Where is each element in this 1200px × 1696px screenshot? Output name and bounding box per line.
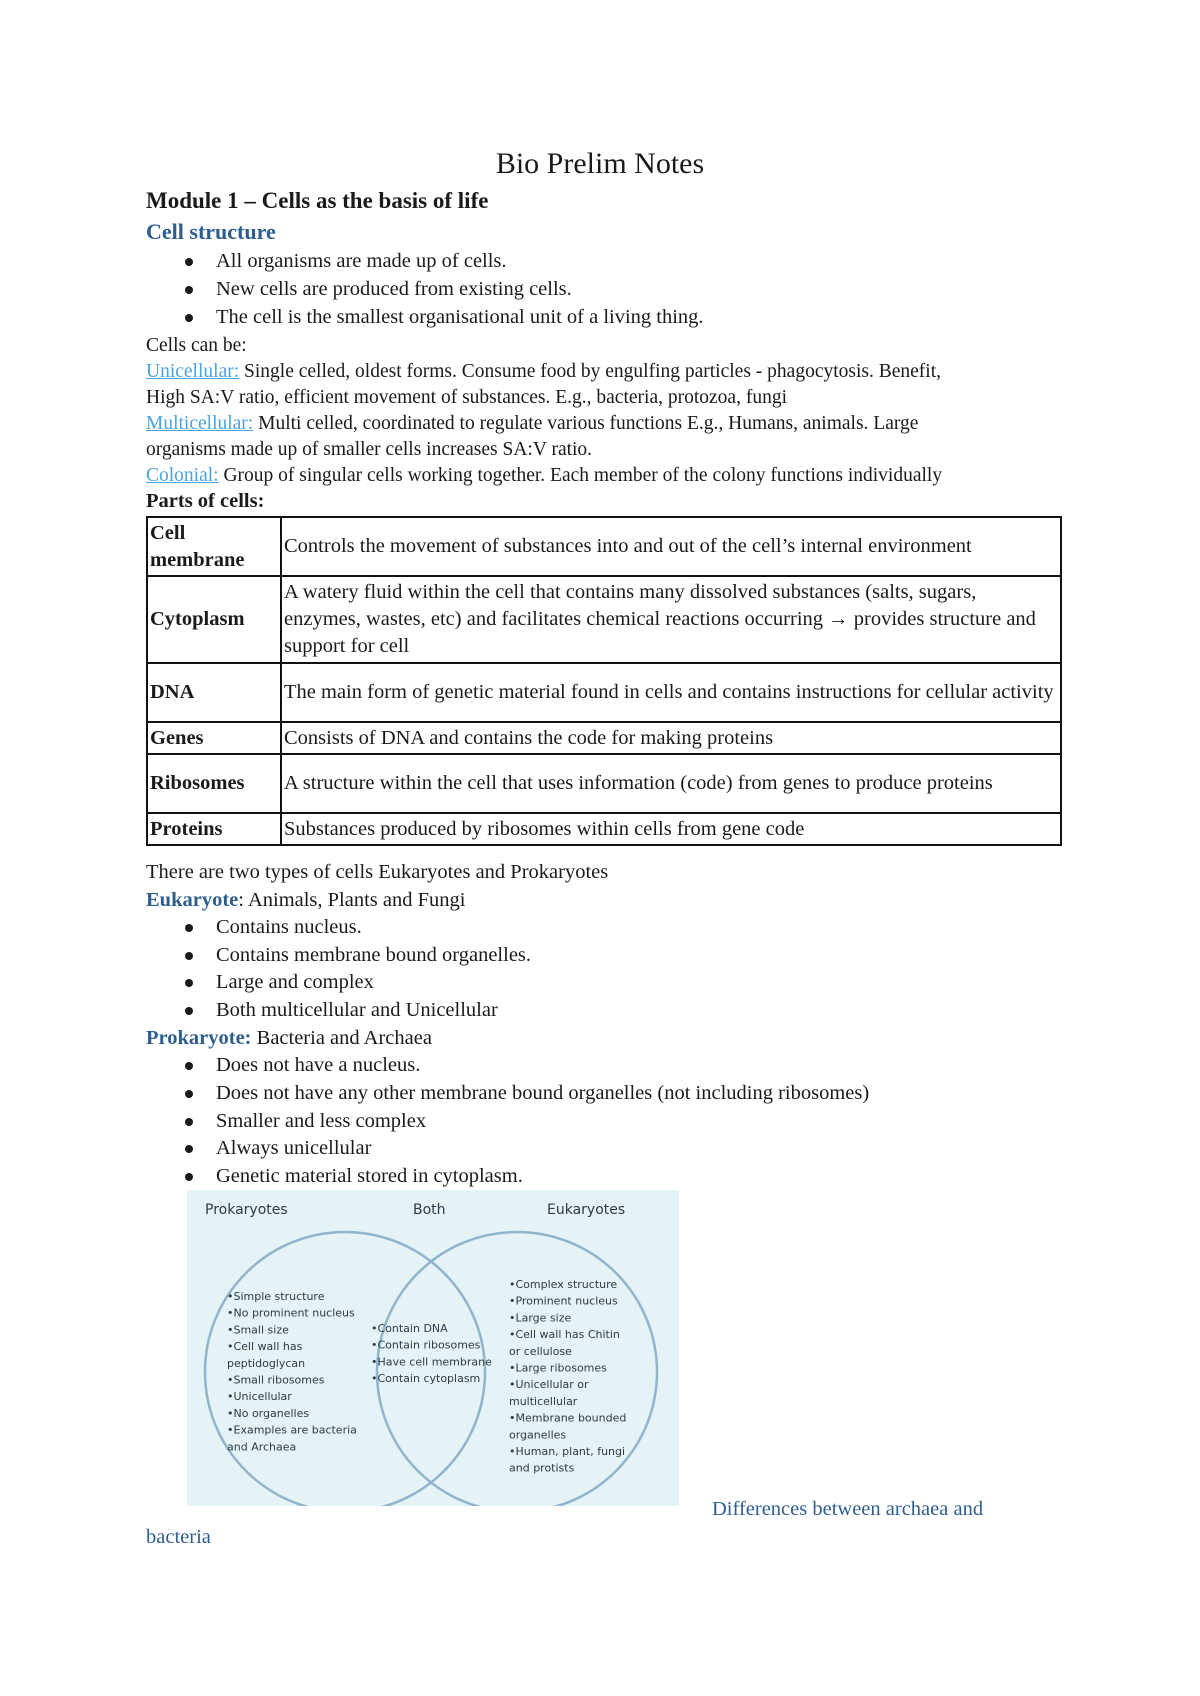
multicellular-line bbox=[146, 411, 918, 437]
table-cell-term: DNA bbox=[147, 663, 281, 722]
eukaryote-line bbox=[146, 887, 465, 913]
colonial-line bbox=[146, 463, 942, 489]
table-cell-term: Genes bbox=[147, 722, 281, 754]
list-item: Large and complex bbox=[216, 969, 374, 996]
table-cell-desc: The main form of genetic material found in cells and contains instructions for cellular activity bbox=[281, 663, 1061, 722]
table-cell-desc: A watery fluid within the cell that contains many dissolved substances (salts, sugars, enzymes, wastes, etc) and facilitates chemical reactions occurring → provides structure and support for cell bbox=[281, 576, 1061, 663]
venn-right-title: Eukaryotes bbox=[547, 1202, 626, 1218]
colonial-link[interactable]: Colonial: bbox=[146, 465, 219, 486]
venn-item: •Small size bbox=[227, 1323, 289, 1337]
venn-item: •Cell wall has bbox=[227, 1340, 303, 1354]
cells-can-be-intro: Cells can be: bbox=[146, 335, 247, 356]
venn-item: •Contain cytoplasm bbox=[371, 1372, 481, 1386]
multicellular-line-2: organisms made up of smaller cells increases SA:V ratio. bbox=[146, 439, 593, 460]
eukaryote-label: Eukaryote bbox=[146, 889, 239, 911]
table-cell-desc: A structure within the cell that uses information (code) from genes to produce proteins bbox=[281, 754, 1061, 813]
multicellular-link[interactable]: Multicellular: bbox=[146, 413, 254, 434]
table-cell-desc: Substances produced by ribosomes within cells from gene code bbox=[281, 813, 1061, 845]
prokaryote-label: Prokaryote: bbox=[146, 1027, 252, 1049]
venn-left-list bbox=[227, 1290, 357, 1453]
table-row bbox=[147, 663, 1061, 722]
list-item: Contains nucleus. bbox=[216, 914, 362, 941]
table-cell-desc: Controls the movement of substances into and out of the cell’s internal environment bbox=[281, 517, 1061, 576]
venn-item: •Large size bbox=[509, 1311, 572, 1325]
table-row bbox=[147, 517, 1061, 576]
table-row bbox=[147, 722, 1061, 754]
venn-item: organelles bbox=[509, 1428, 567, 1442]
list-item: Genetic material stored in cytoplasm. bbox=[216, 1163, 523, 1190]
venn-item: •Examples are bacteria bbox=[227, 1423, 357, 1437]
module-heading: Module 1 – Cells as the basis of life bbox=[146, 188, 489, 213]
unicellular-text: Single celled, oldest forms. Consume food by engulfing particles - phagocytosis. Benefit, bbox=[239, 361, 942, 382]
venn-item: •Complex structure bbox=[509, 1278, 618, 1291]
unicellular-line-2: High SA:V ratio, efficient movement of substances. E.g., bacteria, protozoa, fungi bbox=[146, 387, 787, 408]
venn-middle-title: Both bbox=[413, 1202, 446, 1218]
venn-item: •No organelles bbox=[227, 1406, 310, 1420]
table-row bbox=[147, 813, 1061, 845]
venn-item: •Human, plant, fungi bbox=[509, 1445, 626, 1458]
table-cell-term: Ribosomes bbox=[147, 754, 281, 813]
table-cell-term: Proteins bbox=[147, 813, 281, 845]
types-intro: There are two types of cells Eukaryotes and Prokaryotes bbox=[146, 861, 609, 883]
venn-item: or cellulose bbox=[509, 1344, 572, 1358]
venn-right-list bbox=[509, 1278, 626, 1475]
multicellular-text: Multi celled, coordinated to regulate various functions E.g., Humans, animals. Large bbox=[253, 413, 919, 434]
venn-item: •Contain ribosomes bbox=[371, 1338, 481, 1352]
list-item: Always unicellular bbox=[216, 1135, 371, 1162]
list-item: Does not have a nucleus. bbox=[216, 1052, 420, 1079]
venn-middle-list bbox=[371, 1322, 492, 1385]
list-item: The cell is the smallest organisational unit of a living thing. bbox=[216, 304, 704, 331]
differences-link-cont[interactable]: bacteria bbox=[146, 1526, 211, 1548]
venn-item: •Prominent nucleus bbox=[509, 1294, 618, 1308]
venn-left-title: Prokaryotes bbox=[205, 1202, 288, 1218]
prokaryote-line bbox=[146, 1025, 432, 1051]
venn-item: and protists bbox=[509, 1461, 575, 1475]
parts-table bbox=[146, 516, 1062, 846]
unicellular-link[interactable]: Unicellular: bbox=[146, 361, 240, 382]
venn-item: •Have cell membrane bbox=[371, 1355, 492, 1369]
differences-link[interactable]: Differences between archaea and bbox=[712, 1498, 984, 1520]
venn-item: and Archaea bbox=[227, 1440, 297, 1454]
list-item: Smaller and less complex bbox=[216, 1108, 426, 1135]
table-cell-desc: Consists of DNA and contains the code for making proteins bbox=[281, 722, 1061, 754]
table-cell-term: Cell membrane bbox=[147, 517, 281, 576]
list-item: New cells are produced from existing cells. bbox=[216, 276, 572, 303]
venn-item: •Cell wall has Chitin bbox=[509, 1328, 620, 1342]
unicellular-line bbox=[146, 359, 941, 385]
colonial-text: Group of singular cells working together. Each member of the colony functions individually bbox=[218, 465, 943, 486]
parts-heading: Parts of cells: bbox=[146, 490, 265, 512]
list-item: Contains membrane bound organelles. bbox=[216, 942, 531, 969]
venn-diagram bbox=[187, 1190, 679, 1506]
venn-item: •Simple structure bbox=[227, 1290, 325, 1303]
venn-item: multicellular bbox=[509, 1394, 578, 1408]
eukaryote-text: : Animals, Plants and Fungi bbox=[238, 889, 466, 911]
list-item: All organisms are made up of cells. bbox=[216, 248, 507, 275]
venn-item: •No prominent nucleus bbox=[227, 1306, 355, 1320]
page-title: Bio Prelim Notes bbox=[495, 147, 705, 180]
venn-item: peptidoglycan bbox=[227, 1356, 306, 1370]
list-item: Does not have any other membrane bound organelles (not including ribosomes) bbox=[216, 1080, 869, 1107]
venn-item: •Unicellular or bbox=[509, 1378, 589, 1392]
venn-item: •Large ribosomes bbox=[509, 1361, 607, 1375]
table-cell-term: Cytoplasm bbox=[147, 576, 281, 663]
prokaryote-text: Bacteria and Archaea bbox=[251, 1027, 432, 1049]
table-row bbox=[147, 754, 1061, 813]
venn-item: •Membrane bounded bbox=[509, 1411, 627, 1425]
list-item: Both multicellular and Unicellular bbox=[216, 997, 498, 1024]
cell-structure-heading: Cell structure bbox=[146, 219, 276, 244]
venn-item: •Contain DNA bbox=[371, 1322, 448, 1335]
venn-item: •Small ribosomes bbox=[227, 1373, 325, 1387]
venn-item: •Unicellular bbox=[227, 1390, 292, 1404]
table-row bbox=[147, 576, 1061, 663]
